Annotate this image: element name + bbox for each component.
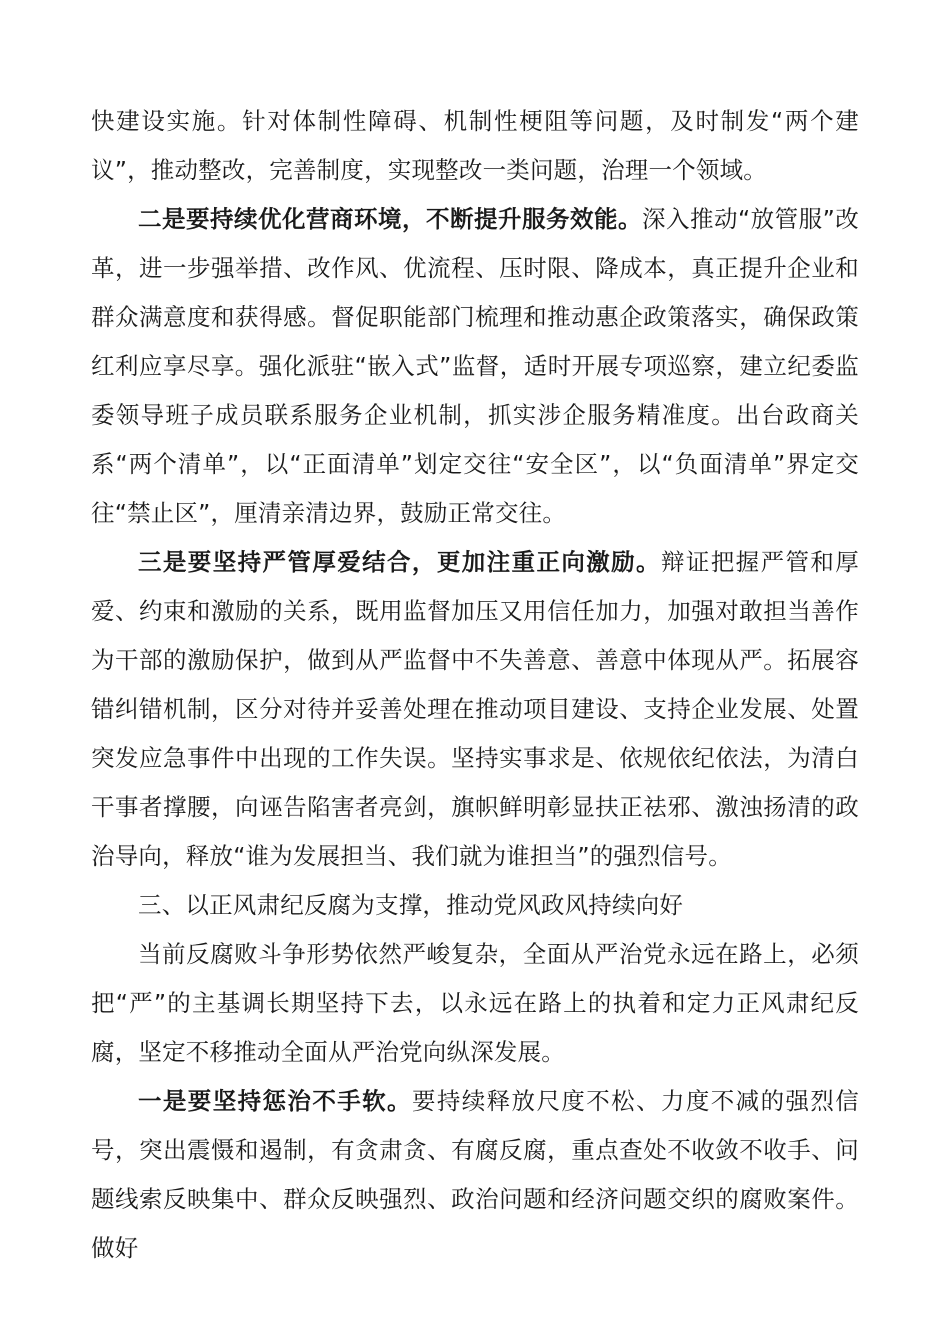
paragraph-lead-bold: 二是要持续优化营商环境，不断提升服务效能。	[138, 205, 642, 233]
paragraph-lead-bold: 三是要坚持严管厚爱结合，更加注重正向激励。	[138, 548, 661, 576]
paragraph-incentive	[91, 538, 859, 881]
section-heading-three: 三、以正风肃纪反腐为支撑，推动党风政风持续向好	[138, 891, 684, 919]
paragraph-business-environment	[91, 195, 859, 538]
paragraph-text: 辩证把握严管和厚爱、约束和激励的关系，既用监督加压又用信任加力，加强对敢担当善作为干部的激励保护，做到从严监督中不失善意、善意中体现从严。拓展容错纠错机制，区分对待并妥善处理在推动项目建设、支持企业发展、处置突发应急事件中出现的工作失误。坚持实事求是、依规依纪依法，为清白干事者撑腰，向诬告陷害者亮剑，旗帜鲜明彰显扶正祛邪、激浊扬清的政治导向，释放“谁为发展担当、我们就为谁担当”的强烈信号。	[91, 548, 859, 870]
paragraph-punishment	[91, 1077, 859, 1273]
document-body	[91, 97, 859, 1273]
paragraph-continuation: 快建设实施。针对体制性障碍、机制性梗阻等问题，及时制发“两个建议”，推动整改，完善制度，实现整改一类问题，治理一个领域。	[91, 107, 859, 184]
paragraph-lead-bold: 一是要坚持惩治不手软。	[138, 1087, 412, 1115]
paragraph-text: 深入推动“放管服”改革，进一步强举措、改作风、优流程、压时限、降成本，真正提升企业和群众满意度和获得感。督促职能部门梳理和推动惠企政策落实，确保政策红利应享尽享。强化派驻“嵌入式”监督，适时开展专项巡察，建立纪委监委领导班子成员联系服务企业机制，抓实涉企服务精准度。出台政商关系“两个清单”，以“正面清单”划定交往“安全区”，以“负面清单”界定交往“禁止区”，厘清亲清边界，鼓励正常交往。	[91, 205, 859, 527]
paragraph-anti-corruption: 当前反腐败斗争形势依然严峻复杂，全面从严治党永远在路上，必须把“严”的主基调长期坚持下去，以永远在路上的执着和定力正风肃纪反腐，坚定不移推动全面从严治党向纵深发展。	[91, 940, 859, 1066]
paragraph-text: 要持续释放尺度不松、力度不减的强烈信号，突出震慑和遏制，有贪肃贪、有腐反腐，重点查处不收敛不收手、问题线索反映集中、群众反映强烈、政治问题和经济问题交织的腐败案件。做好	[91, 1087, 859, 1262]
